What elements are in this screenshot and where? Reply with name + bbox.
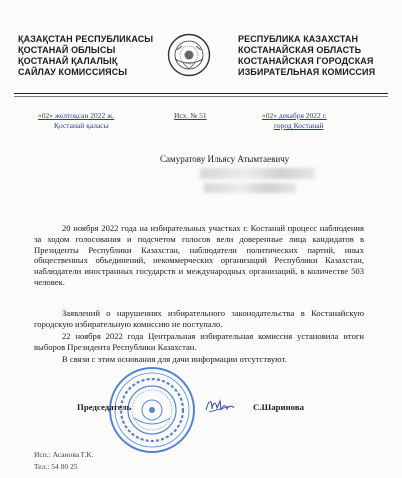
header-right [238, 34, 375, 78]
header-left-line: САЙЛАУ КОМИССИЯСЫ [18, 67, 128, 77]
date-kz: «02» желтоқсан 2022 ж. [38, 111, 115, 120]
body-paragraph-3: 22 ноября 2022 года Центральная избирательная комиссия установила итоги выборов Президента Республики Казахстан. [34, 331, 364, 352]
redacted-address [204, 183, 296, 193]
body-paragraph-4: В связи с этим основания для дачи информации отсутствуют. [62, 354, 287, 364]
body-paragraph-1: 20 ноября 2022 года на избирательных участках г. Костанай процесс наблюдения за ходом голосования и подсчетом голосов вели доверенные лица кандидатов в Президенты Республики Казахстан, наблюдатели политических партий, иных общественных объединений, некоммерческих организаций Республики Казахстан, наблюдатели иностранных государств и международных организаций, в количестве 503 человек. [34, 223, 364, 287]
executor: Исп.: Асанова Г.К. [34, 450, 94, 459]
header-left-line: ҚОСТАНАЙ ОБЛЫСЫ [18, 45, 116, 55]
phone: Тел.: 54 00 25 [34, 462, 78, 471]
recipient-name: Самуратову Ильясу Атымтаевичу [160, 154, 290, 164]
city-kz: Қостанай қаласы [54, 121, 109, 130]
header-left-line: ҚАЗАҚСТАН РЕСПУБЛИКАСЫ [18, 34, 154, 44]
header-right-line: ИЗБИРАТЕЛЬНАЯ КОМИССИЯ [238, 67, 376, 77]
city-ru: город Костанай [274, 121, 324, 130]
header-right-line: КОСТАНАЙСКАЯ ОБЛАСТЬ [238, 45, 362, 55]
date-ru: «02» декабря 2022 г. [262, 111, 327, 120]
redacted-address [200, 168, 315, 179]
header-right-line: КОСТАНАЙСКАЯ ГОРОДСКАЯ [238, 56, 374, 66]
reference-number: Исх. № 51 [174, 111, 207, 120]
header-rule [14, 93, 388, 94]
header-left [18, 34, 153, 78]
body-paragraph-2: Заявлений о нарушениях избирательного законодательства в Костанайскую городскую избирательную комиссию не поступало. [34, 308, 364, 329]
emblem-icon [167, 33, 211, 82]
official-stamp-icon [108, 366, 196, 459]
signatory-name: С.Шарипова [253, 402, 304, 412]
header-left-line: ҚОСТАНАЙ ҚАЛАЛЫҚ [18, 56, 118, 66]
header-right-line: РЕСПУБЛИКА КАЗАХСТАН [238, 34, 359, 44]
handwritten-signature-icon [203, 396, 237, 421]
header-rule-thin [14, 96, 388, 97]
signatory-role: Председатель [77, 402, 132, 412]
